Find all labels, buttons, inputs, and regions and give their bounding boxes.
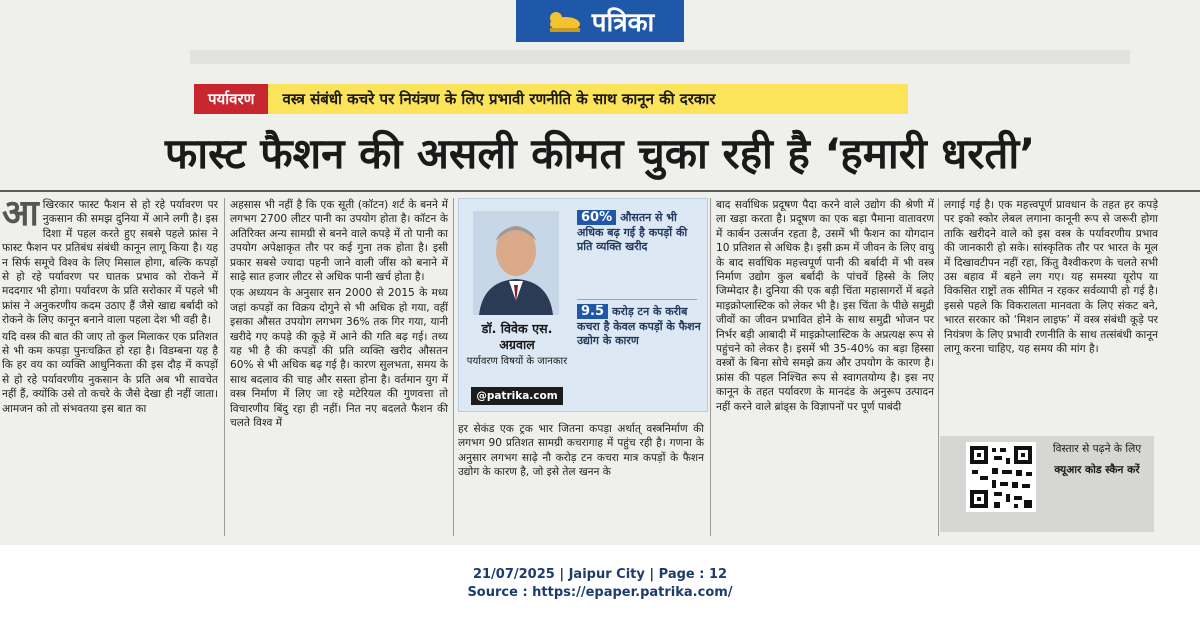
cut-text-strip (190, 50, 1130, 64)
author-portrait-icon (473, 211, 559, 315)
col4-para-1: बाद सर्वाधिक प्रदूषण पैदा करने वाले उद्योग की श्रेणी में ला खड़ा करता है। प्रदूषण का एक बड़ा पैमाना वातावरण में कार्बन उत्सर्जन रहता है, उसमें भी फैशन का योगदान 10 प्रतिशत से अधिक है। इसी क्रम में जीवन के लिए वायु के बाद सर्वाधिक महत्त्वपूर्ण पानी की बर्बादी में भी वस्त्र निर्माण उद्योग कुल बर्बादी के पांचवें हिस्से के लिए जिम्मेदार है। दुनिया की एक बड़ी चिंता महासागरों में बढ़ते माइक्रोप्लास्टिक को लेकर भी है। इस चिंता के पीछे समुद्री जीवों का जीवन प्रभावित होने के साथ समुद्री भोजन पर निर्भर बड़ी आबादी में माइक्रोप्लास्टिक के अप्रत्यक्ष रूप से पहुंचने को लेकर है। इसमें भी 35-40% का बड़ा हिस्सा वस्त्रों के बिना सोचे समझे क्रय और उपयोग के कारण है। फ्रांस की पहल निश्चित रूप से स्वागतयोग्य है। इस नए कानून के तहत पर्यावरण के मानदंड के अनुरूप उत्पादन नहीं करने वाले ब्रांड्स के विज्ञापनों पर पूर्ण पाबंदी (716, 199, 934, 413)
qr-caption (1044, 442, 1150, 477)
fact-1 (577, 211, 701, 255)
author-role: पर्यावरण विषयों के जानकार (466, 356, 568, 367)
masthead (516, 0, 684, 42)
article-column-2 (230, 198, 448, 538)
column-divider (710, 198, 711, 536)
col2-para-1: अहसास भी नहीं है कि एक सूती (कॉटन) शर्ट के बनने में लगभग 2700 लीटर पानी का उपयोग होता है। कॉटन के अतिरिक्त अन्य सामग्री से बनने वाले कपड़े में तो पानी का उपयोग अपेक्षाकृत तौर पर कई गुना तक होता है। इसी प्रकार सबसे ज्यादा पहनी जाने वाली जींस को बनाने में साढ़े सात हजार लीटर से अधिक पानी खर्च होता है। (230, 199, 448, 284)
col2-para-2: एक अध्ययन के अनुसार सन 2000 से 2015 के मध्य जहां कपड़ों का विक्रय दोगुने से भी अधिक हो गया, वहीं इसका औसत उपयोग लगभग 36% तक गिर गया, यानी खरीदे गए कपड़े की कूड़े में आने की गति बढ़ गई। तथ्य यह भी है की कपड़ों की प्रति व्यक्ति खरीद औसतन 60% से भी अधिक बढ़ गई है। कारण सुलभता, समय के साथ बदलाव की चाह और सस्ता होना है। वर्तमान युग में वस्त्र निर्माण में लिए जा रहे मटेरियल की गुणवत्ता तो विचारणीय बिंदु रहा ही नहीं। नित नए बदलते फैशन की चलते विश्व में (230, 287, 448, 430)
article-column-1 (2, 198, 218, 538)
qr-caption-line-1: विस्तार से पढ़ने के लिए (1052, 443, 1142, 455)
author-name: डॉ. विवेक एस. अग्रवाल (481, 321, 553, 352)
dropcap: आ (2, 198, 39, 234)
source-footer (0, 566, 1200, 602)
author-handle: @patrika.com (471, 387, 563, 405)
headline: फास्ट फैशन की असली कीमत चुका रही है ‘हमारी धरती’ (164, 129, 1036, 178)
fact-2 (577, 305, 701, 349)
qr-caption-line-2: क्यूआर कोड स्कैन करें (1054, 463, 1140, 476)
col3-para-1: हर सेकंड एक ट्रक भार जितना कपड़ा अर्थात् वस्त्रनिर्माण की लगभग 90 प्रतिशत सामग्री कचरागाह में पहुंच रही है। गणना के अनुसार लगभग साढ़े नौ करोड़ टन कचरा मात्र कपड़ों के फैशन उद्योग के कारण है, जो इसे तेल खनन के (458, 423, 704, 479)
lion-icon (546, 8, 584, 34)
article-column-3 (458, 422, 704, 538)
col5-para-1: लगाई गई है। एक महत्त्वपूर्ण प्रावधान के तहत हर कपड़े पर इको स्कोर लेबल लगाना कानूनी रूप से जरूरी होगा ताकि खरीदने वाले को इस वस्त्र के पर्यावरणीय प्रभाव की जानकारी हो सके। सांस्कृतिक तौर पर भारत के मूल में दिखावटीपन नहीं रहा, किंतु वैश्वीकरण के चलते सभी उस बहाव में बहने लग गए। यह समस्या यूरोप या विकसित राष्ट्रों तक सीमित न रहकर सर्वव्यापी हो गई है। इससे पहले कि विकरालता मानवता के लिए संकट बने, भारत सरकार को ‘मिशन लाइफ’ में वस्त्र संबंधी कूड़े पर नियंत्रण के लिए प्रभावी रणनीति के साथ तत्संबंधी कानून लागू करना चाहिए, यह समय की मांग है। (944, 199, 1158, 356)
column-divider (453, 198, 454, 536)
fact-1-value: 60% (577, 210, 616, 225)
qr-code-icon[interactable] (966, 442, 1036, 512)
column-divider (938, 198, 939, 536)
headline-rule (0, 190, 1200, 192)
col1-para-1: खिरकार फास्ट फैशन से हो रहे पर्यावरण पर नुकसान की समझ दुनिया में आने लगी है। इस दिशा में पहल करते हुए सबसे पहले फ्रांस ने फास्ट फैशन पर प्रतिबंध संबंधी कानून लागू किया है। यह न सिर्फ समूचे विश्व के लिए मिसाल होगा, बल्कि कपड़ों से हो रहे पर्यावरण पर घातक प्रभाव को रोकने में मददगार भी होगा। पर्यावरण के प्रति सरोकार में पहले भी फ्रांस ने अनुकरणीय कदम उठाए हैं जैसे खाद्य बर्बादी को रोकने के लिए कानून बनाने वाला पहला देश भी वही है। (2, 199, 218, 327)
author-photo (473, 211, 559, 315)
col1-para-2: यदि वस्त्र की बात की जाए तो कुल मिलाकर एक प्रतिशत से भी कम कपड़ा पुनःचक्रित हो रहा है। विडम्बना यह है कि हर वय का व्यक्ति आधुनिकता की इस दौड़ में कपड़ों से हो रहे पर्यावरणीय नुकसान के प्रति अब भी सावचेत नहीं हैं, क्योंकि उसे तो कचरे के जैसे देखा ही नहीं जाता। आमजन को तो संभवतया इस बात का (2, 330, 218, 415)
column-divider (224, 198, 225, 536)
fact-divider (577, 299, 697, 300)
author-infobox (458, 198, 708, 412)
topic-tag: पर्यावरण (194, 84, 268, 114)
topic-deck: वस्त्र संबंधी कचरे पर नियंत्रण के लिए प्रभावी रणनीति के साथ कानून की दरकार (268, 84, 908, 114)
qr-block (940, 436, 1154, 532)
cut-previous-article (0, 44, 1200, 72)
article-column-4 (716, 198, 934, 538)
fact-2-value: 9.5 (577, 304, 608, 319)
brand-name: पत्रिका (591, 8, 655, 38)
article-column-5 (944, 198, 1158, 430)
footer-source: Source : https://epaper.patrika.com/ (467, 585, 733, 600)
footer-date-edition: 21/07/2025 | Jaipur City | Page : 12 (472, 567, 728, 582)
fact-1-text: औसतन से भी अधिक बढ़ गई है कपड़ों की प्रति व्यक्ति खरीद (577, 211, 688, 253)
fact-2-text: करोड़ टन के करीब कचरा है केवल कपड़ों के फैशन उद्योग के कारण (577, 305, 701, 347)
topic-row (194, 84, 908, 114)
